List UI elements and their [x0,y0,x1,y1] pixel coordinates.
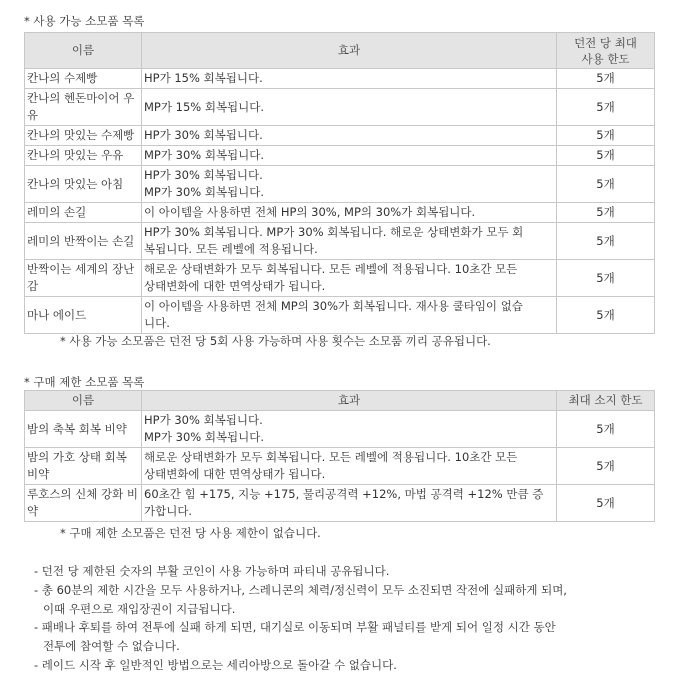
table-row [25,203,655,223]
usable-note: * 사용 가능 소모품은 던전 당 5회 사용 가능하며 사용 횟수는 소모품 끼리 공유됩니다. [60,334,491,348]
item-effect [142,223,557,260]
item-effect-line: 상태변화에 대한 면역상태가 됩니다. [144,467,326,481]
item-name: 칸나의 맛있는 수제빵 [25,126,142,146]
table-row [25,166,655,203]
rule-line: - 레이드 시작 후 일반적인 방법으로는 세리아방으로 돌아갈 수 없습니다. [34,657,397,672]
header-limit: 최대 소지 한도 [557,391,655,411]
item-name: 칸나의 헨돈마이어 우유 [25,89,142,126]
item-name: 밤의 가호 상태 회복 비약 [25,448,142,485]
table-row [25,89,655,126]
item-effect-line: HP가 15% 회복됩니다. [144,71,263,85]
item-effect-line: 해로운 상태변화가 모두 회복됩니다. 모든 레벨에 적용됩니다. 10초간 모든 [144,450,518,464]
item-limit: 5개 [557,297,655,334]
section-title-usable: * 사용 가능 소모품 목록 [24,14,145,28]
item-limit: 5개 [557,203,655,223]
header-limit [557,33,655,69]
header-limit-line1: 던전 당 최대 [574,35,637,50]
table-row [25,223,655,260]
item-limit: 5개 [557,260,655,297]
item-effect [142,203,557,223]
rule-line: - 패배나 후퇴를 하여 전투에 실패 하게 되면, 대기실로 이동되며 부활 패널티를 받게 되어 일정 시간 동안 [34,620,556,635]
rule-line: - 총 60분의 제한 시간을 모두 사용하거나, 스레니콘의 체력/정신력이 모두 소진되면 작전에 실패하게 되며, [34,582,567,597]
rules-list [34,562,567,675]
item-limit: 5개 [557,69,655,89]
item-limit: 5개 [557,411,655,448]
item-effect [142,485,557,522]
item-effect-line: 이 아이템을 사용하면 전체 HP의 30%, MP의 30%가 회복됩니다. [144,205,476,219]
item-effect-line: 상태변화에 대한 면역상태가 됩니다. [144,279,326,293]
header-name: 이름 [25,391,142,411]
item-effect-line: 니다. [144,316,170,330]
table-row [25,297,655,334]
item-name: 칸나의 맛있는 아침 [25,166,142,203]
item-effect [142,89,557,126]
item-name: 반짝이는 세계의 장난감 [25,260,142,297]
item-limit: 5개 [557,223,655,260]
item-effect-line: HP가 30% 회복됩니다. MP가 30% 회복됩니다. 해로운 상태변화가 모두 회 [144,225,524,239]
item-effect [142,69,557,89]
item-effect-line: HP가 30% 회복됩니다. [144,128,263,142]
item-effect [142,260,557,297]
limited-note: * 구매 제한 소모품은 던전 당 사용 제한이 없습니다. [60,526,321,540]
item-name: 레미의 손길 [25,203,142,223]
item-effect-line: MP가 15% 회복됩니다. [144,99,265,114]
table-row [25,260,655,297]
item-effect-line: 가합니다. [144,504,193,518]
item-limit: 5개 [557,126,655,146]
table-row [25,485,655,522]
item-effect-line: 복됩니다. 모든 레벨에 적용됩니다. [144,242,318,256]
item-effect [142,126,557,146]
item-effect [142,448,557,485]
item-effect-line: MP가 30% 회복됩니다. [144,430,265,444]
item-name: 칸나의 맛있는 우유 [25,146,142,166]
item-limit: 5개 [557,146,655,166]
item-effect-line: MP가 30% 회복됩니다. [144,185,265,199]
item-name: 마나 에이드 [25,297,142,334]
rule-line: 전투에 참여할 수 없습니다. [43,639,180,654]
item-name: 레미의 반짝이는 손길 [25,223,142,260]
item-name: 칸나의 수제빵 [25,69,142,89]
item-effect-line: MP가 30% 회복됩니다. [144,148,265,162]
table-row [25,146,655,166]
item-effect [142,166,557,203]
header-effect: 효과 [142,391,557,411]
limited-consumables-table [24,390,655,522]
header-name: 이름 [25,33,142,69]
usable-consumables-table [24,32,655,334]
table-row [25,69,655,89]
item-name: 밤의 축복 회복 비약 [25,411,142,448]
table-row [25,126,655,146]
rule-line: 이때 우편으로 재입장권이 지급됩니다. [43,601,236,616]
item-name: 루호스의 신체 강화 비약 [25,485,142,522]
header-effect: 효과 [142,33,557,69]
item-effect [142,411,557,448]
item-limit: 5개 [557,166,655,203]
item-effect [142,146,557,166]
item-limit: 5개 [557,448,655,485]
item-limit: 5개 [557,89,655,126]
item-effect-line: 해로운 상태변화가 모두 회복됩니다. 모든 레벨에 적용됩니다. 10초간 모든 [144,262,518,276]
table-row [25,448,655,485]
item-effect-line: 이 아이템을 사용하면 전체 MP의 30%가 회복됩니다. 재사용 쿨타임이 없습 [144,299,523,313]
item-effect-line: HP가 30% 회복됩니다. [144,168,263,182]
item-effect [142,297,557,334]
section-title-limited: * 구매 제한 소모품 목록 [24,375,145,389]
table-row [25,411,655,448]
item-effect-line: HP가 30% 회복됩니다. [144,413,263,427]
rule-line: - 던전 당 제한된 숫자의 부활 코인이 사용 가능하며 파티내 공유됩니다. [34,564,390,578]
item-effect-line: 60초간 힘 +175, 지능 +175, 물리공격력 +12%, 마법 공격력 +12% 만큼 증 [144,487,544,501]
item-limit: 5개 [557,485,655,522]
header-limit-line2: 사용 한도 [581,51,630,66]
